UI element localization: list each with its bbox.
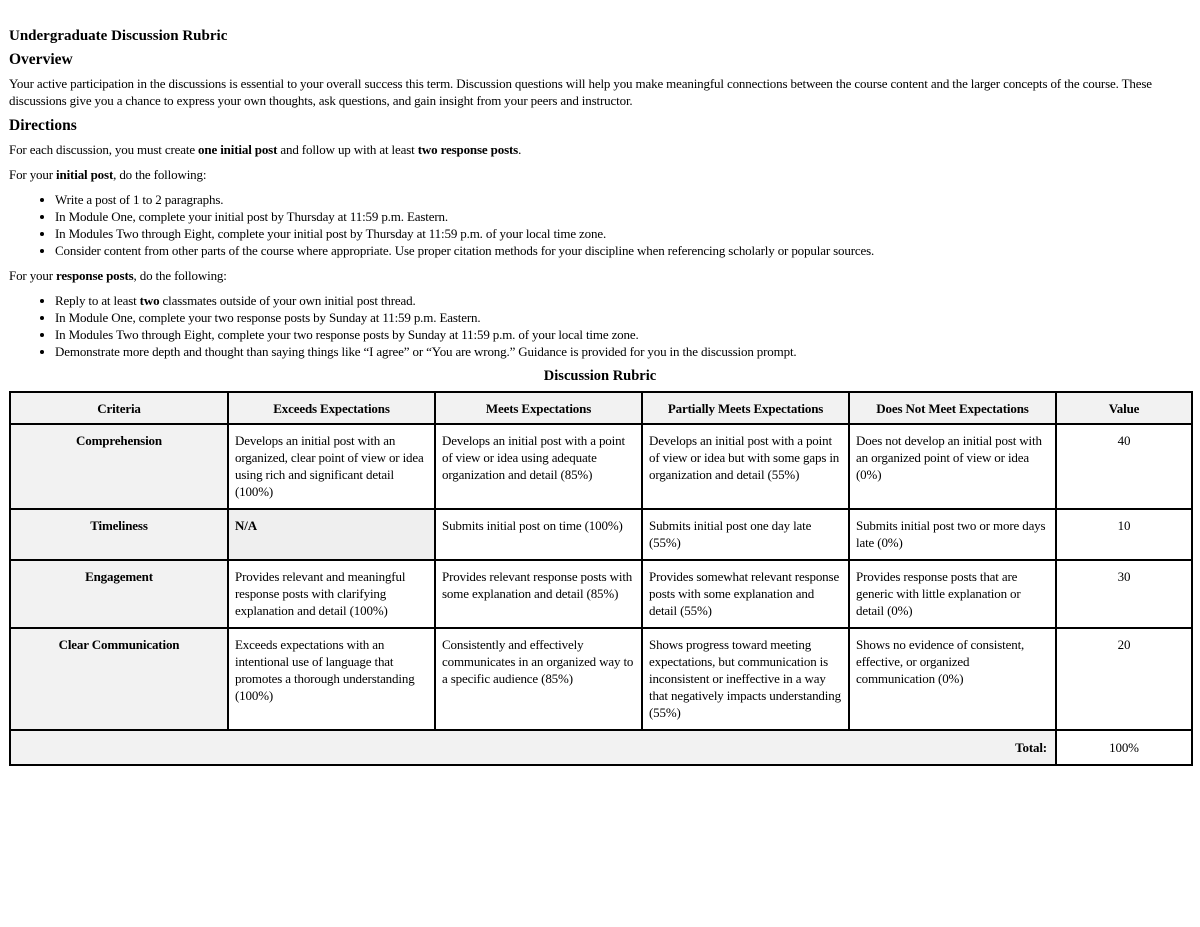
response-lead-post: , do the following:: [133, 268, 227, 283]
table-row: [10, 424, 1192, 509]
value-cell: 20: [1056, 628, 1192, 730]
criteria-cell: Engagement: [10, 560, 228, 628]
table-header-row: [10, 392, 1192, 424]
meets-cell: Develops an initial post with a point of view or idea using adequate organization and detail (85%): [435, 424, 642, 509]
response-post-list: [9, 292, 1191, 360]
list-item: • In Modules Two through Eight, complete your two response posts by Sunday at 11:59 p.m. of your local time zone.: [55, 326, 1191, 343]
not-meet-cell: Does not develop an initial post with an organized point of view or idea (0%): [849, 424, 1056, 509]
not-meet-cell: Submits initial post two or more days late (0%): [849, 509, 1056, 560]
list-item-text-end: classmates outside of your own initial post thread.: [159, 293, 416, 308]
rubric-table: [9, 391, 1193, 766]
exceeds-cell: Exceeds expectations with an intentional use of language that promotes a thorough understanding (100%): [228, 628, 435, 730]
value-cell: 30: [1056, 560, 1192, 628]
criteria-cell: Comprehension: [10, 424, 228, 509]
intro-bold-initial: one initial post: [198, 142, 278, 157]
not-meet-cell: Shows no evidence of consistent, effective, or organized communication (0%): [849, 628, 1056, 730]
table-row: [10, 509, 1192, 560]
intro-text-mid: and follow up with at least: [277, 142, 418, 157]
exceeds-cell: Provides relevant and meaningful response posts with clarifying explanation and detail (100%): [228, 560, 435, 628]
response-lead-pre: For your: [9, 268, 57, 283]
list-item: • Demonstrate more depth and thought than saying things like “I agree” or “You are wrong.” Guidance is provided for you in the discussion prompt.: [55, 343, 1191, 360]
list-item: • Consider content from other parts of the course where appropriate. Use proper citation methods for your discipline when referencing scholarly or popular sources.: [55, 242, 1191, 259]
header-value: Value: [1056, 392, 1192, 424]
initial-lead-bold: initial post: [56, 167, 114, 182]
meets-cell: Submits initial post on time (100%): [435, 509, 642, 560]
criteria-cell: Clear Communication: [10, 628, 228, 730]
list-item: [55, 292, 1191, 309]
table-row: [10, 628, 1192, 730]
intro-bold-response: two response posts: [417, 142, 519, 157]
total-row: [10, 730, 1192, 765]
partial-cell: Provides somewhat relevant response posts with some explanation and detail (55%): [642, 560, 849, 628]
initial-lead-pre: For your: [9, 167, 57, 182]
initial-lead-post: , do the following:: [113, 167, 207, 182]
initial-post-list: [9, 191, 1191, 259]
exceeds-cell: Develops an initial post with an organized, clear point of view or idea using rich and significant detail (100%): [228, 424, 435, 509]
intro-text: For each discussion, you must create: [9, 142, 199, 157]
list-item: • In Module One, complete your initial post by Thursday at 11:59 p.m. Eastern.: [55, 208, 1191, 225]
response-lead-bold: response posts: [56, 268, 134, 283]
document-title: Undergraduate Discussion Rubric: [9, 28, 228, 44]
meets-cell: Provides relevant response posts with some explanation and detail (85%): [435, 560, 642, 628]
list-item-text: Reply to at least: [55, 293, 140, 308]
meets-cell: Consistently and effectively communicates in an organized way to a specific audience (85%): [435, 628, 642, 730]
rubric-caption: Discussion Rubric: [543, 368, 657, 384]
initial-post-lead: [9, 166, 1191, 183]
directions-heading: Directions: [9, 117, 77, 134]
partial-cell: Submits initial post one day late (55%): [642, 509, 849, 560]
header-does-not-meet: Does Not Meet Expectations: [849, 392, 1056, 424]
total-value: 100%: [1056, 730, 1192, 765]
list-item: • In Modules Two through Eight, complete your initial post by Thursday at 11:59 p.m. of your local time zone.: [55, 225, 1191, 242]
table-row: [10, 560, 1192, 628]
header-meets: Meets Expectations: [435, 392, 642, 424]
response-post-lead: [9, 267, 1191, 284]
header-criteria: Criteria: [10, 392, 228, 424]
exceeds-cell: N/A: [228, 509, 435, 560]
criteria-cell: Timeliness: [10, 509, 228, 560]
list-item: • In Module One, complete your two response posts by Sunday at 11:59 p.m. Eastern.: [55, 309, 1191, 326]
intro-text-end: .: [518, 142, 522, 157]
total-label: Total:: [10, 730, 1056, 765]
header-partially-meets: Partially Meets Expectations: [642, 392, 849, 424]
partial-cell: Develops an initial post with a point of view or idea but with some gaps in organization and detail (55%): [642, 424, 849, 509]
partial-cell: Shows progress toward meeting expectations, but communication is inconsistent or ineffective in a way that negatively impacts understanding (55%): [642, 628, 849, 730]
overview-text: Your active participation in the discussions is essential to your overall success this term. Discussion questions will help you make meaningful connections between the course content and the larger concepts of the course. These discussions give you a chance to express your own thoughts, ask questions, and gain insight from your peers and instructor.: [9, 76, 1152, 108]
not-meet-cell: Provides response posts that are generic with little explanation or detail (0%): [849, 560, 1056, 628]
value-cell: 10: [1056, 509, 1192, 560]
list-item: • Write a post of 1 to 2 paragraphs.: [55, 191, 1191, 208]
value-cell: 40: [1056, 424, 1192, 509]
header-exceeds: Exceeds Expectations: [228, 392, 435, 424]
overview-heading: Overview: [9, 51, 73, 68]
directions-intro: [9, 141, 1191, 158]
list-item-bold: two: [139, 293, 160, 308]
